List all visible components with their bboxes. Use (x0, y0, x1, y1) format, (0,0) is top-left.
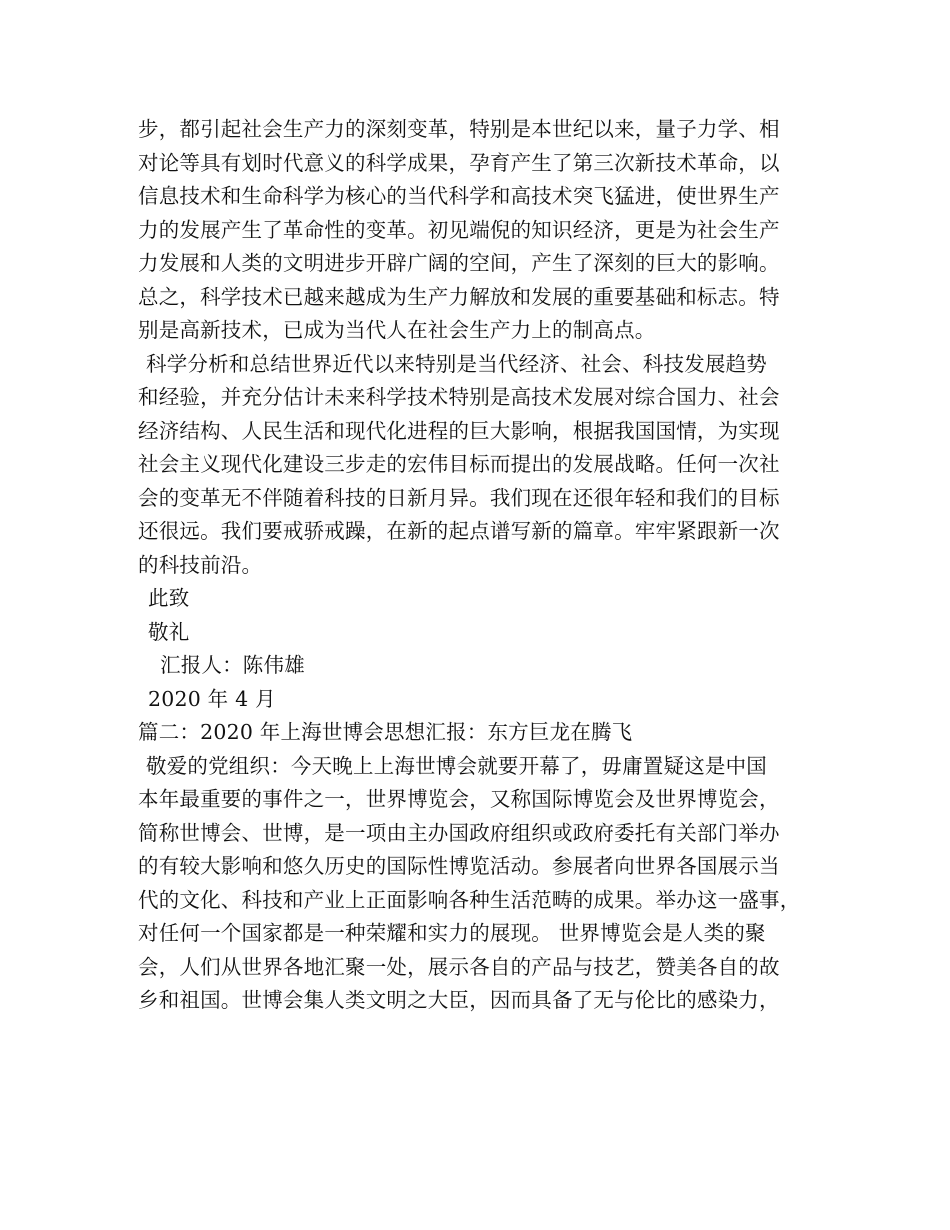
closing-regards: 敬礼 (148, 619, 190, 644)
text-line: 代的文化、科技和产业上正面影响各种生活范畴的成果。举办这一盛事， (138, 887, 801, 912)
text-line: 会，人们从世界各地汇聚一处，展示各自的产品与技艺，赞美各自的故 (138, 954, 780, 979)
text-line: 乡和祖国。世博会集人类文明之大臣，因而具备了无与伦比的感染力， (138, 988, 780, 1012)
text-line: 力的发展产生了革命性的变革。初见端倪的知识经济，更是为社会生产 (138, 217, 780, 242)
text-line: 经济结构、人民生活和现代化进程的巨大影响，根据我国国情，为实现 (138, 418, 780, 443)
text-line: 简称世博会、世博，是一项由主办国政府组织或政府委托有关部门举办 (138, 820, 780, 845)
reporter-signature: 汇报人：陈伟雄 (160, 653, 305, 677)
text-line: 的有较大影响和悠久历史的国际性博览活动。参展者向世界各国展示当 (138, 854, 780, 878)
text-line: 会的变革无不伴随着科技的日新月异。我们现在还很年轻和我们的目标 (138, 485, 780, 510)
text-line: 别是高新技术，已成为当代人在社会生产力上的制高点。 (138, 318, 656, 342)
report-date: 2020 年 4 月 (148, 686, 276, 711)
text-line: 和经验，并充分估计未来科学技术特别是高技术发展对综合国力、社会 (138, 385, 780, 409)
text-line: 社会主义现代化建设三步走的宏伟目标而提出的发展战略。任何一次社 (138, 452, 780, 476)
text-line: 信息技术和生命科学为核心的当代科学和高技术突飞猛进，使世界生产 (138, 184, 780, 208)
text-line: 还很远。我们要戒骄戒躁，在新的起点谱写新的篇章。牢牢紧跟新一次 (138, 519, 780, 543)
closing-salutation: 此致 (148, 586, 190, 610)
text-line: 总之，科学技术已越来越成为生产力解放和发展的重要基础和标志。特 (138, 284, 780, 309)
text-line: 对任何一个国家都是一种荣耀和实力的展现。 世界博览会是人类的聚 (138, 921, 766, 945)
text-line: 的科技前沿。 (138, 552, 263, 577)
paragraph-start-line: 科学分析和总结世界近代以来特别是当代经济、社会、科技发展趋势 (146, 351, 767, 376)
text-line: 步，都引起社会生产力的深刻变革，特别是本世纪以来，量子力学、相 (138, 117, 780, 141)
paragraph-start-line: 敬爱的党组织：今天晚上上海世博会就要开幕了，毋庸置疑这是中国 (146, 753, 767, 778)
document-body (138, 113, 828, 1018)
section-title: 篇二：2020 年上海世博会思想汇报：东方巨龙在腾飞 (138, 720, 633, 744)
text-line: 力发展和人类的文明进步开辟广阔的空间，产生了深刻的巨大的影响。 (138, 251, 780, 275)
text-line: 对论等具有划时代意义的科学成果，孕育产生了第三次新技术革命，以 (138, 150, 780, 175)
text-line: 本年最重要的事件之一，世界博览会，又称国际博览会及世界博览会， (138, 787, 780, 811)
